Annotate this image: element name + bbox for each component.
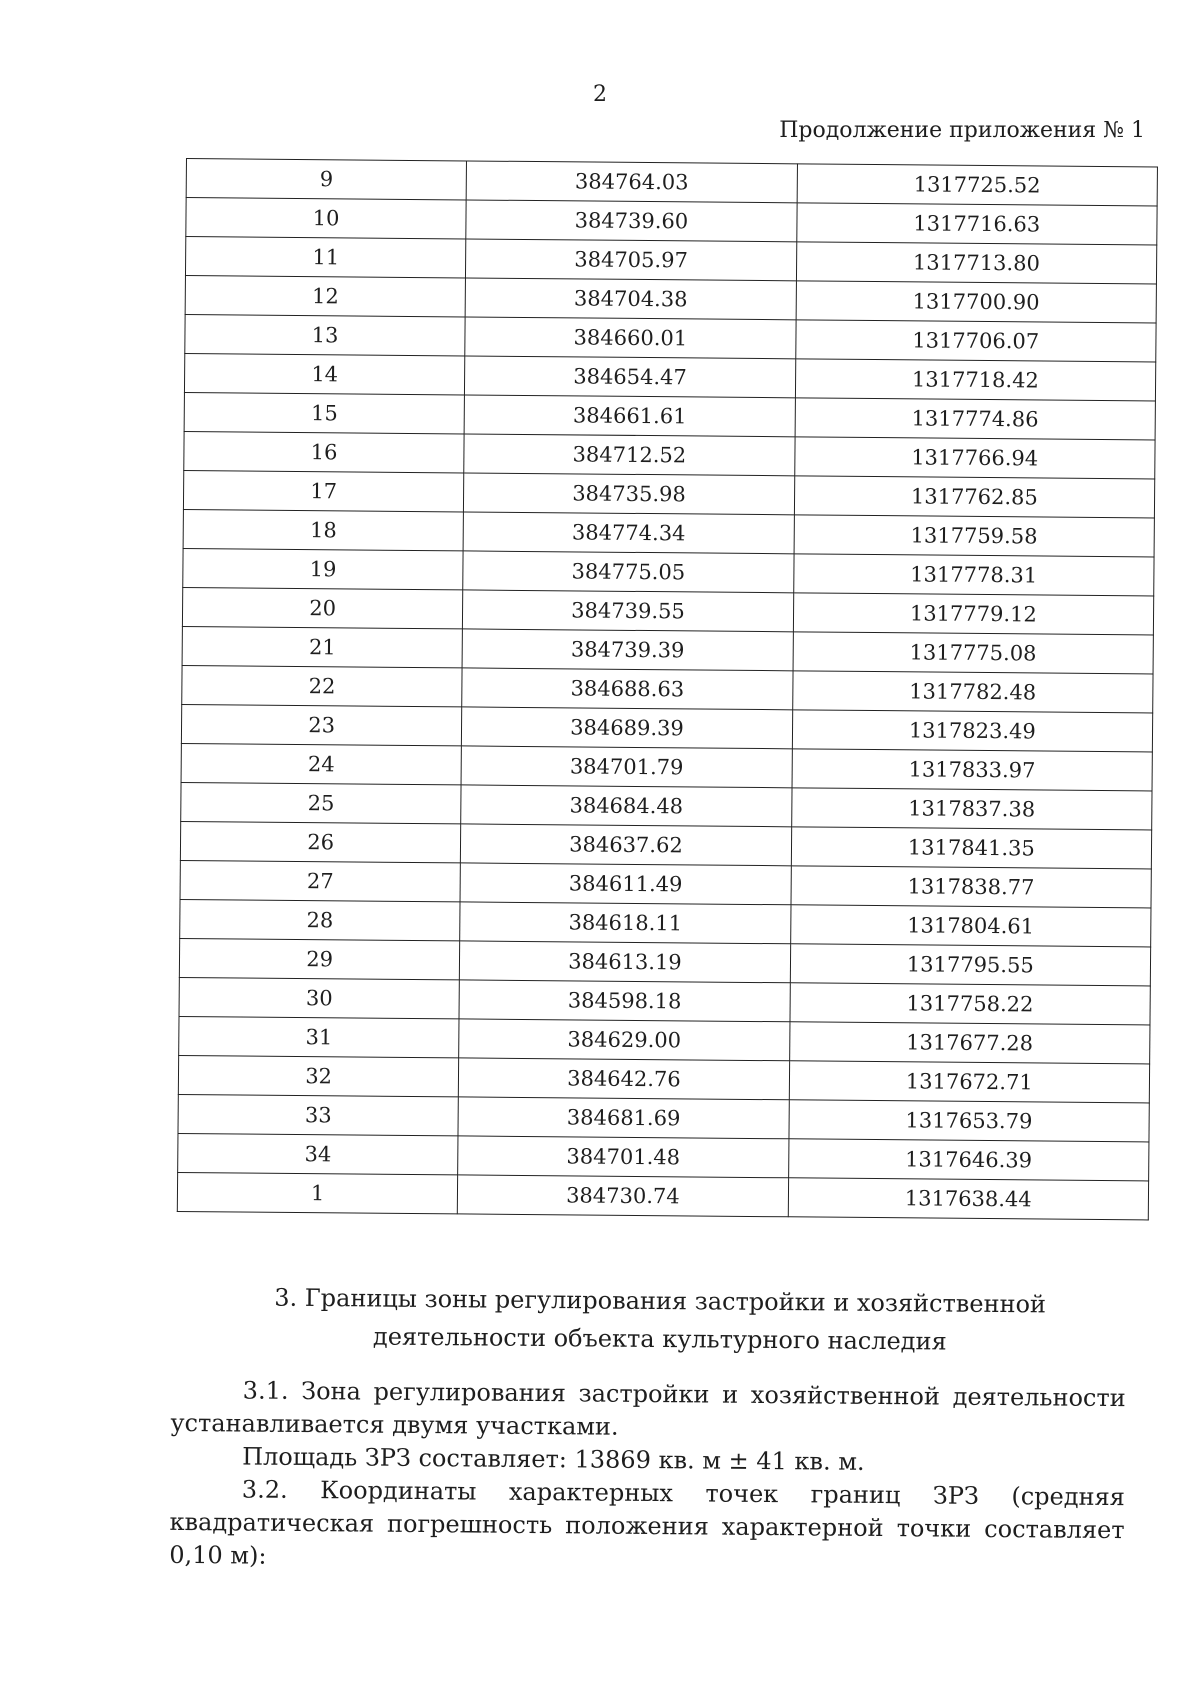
x-coordinate-cell: 384642.76 (459, 1058, 790, 1100)
y-coordinate-cell: 1317758.22 (790, 983, 1151, 1025)
x-coordinate-cell: 384739.39 (462, 629, 793, 671)
x-coordinate-cell: 384730.74 (458, 1175, 789, 1217)
y-coordinate-cell: 1317823.49 (792, 710, 1153, 752)
point-number-cell: 22 (182, 665, 463, 706)
y-coordinate-cell: 1317706.07 (795, 320, 1156, 362)
y-coordinate-cell: 1317833.97 (792, 749, 1153, 791)
x-coordinate-cell: 384775.05 (463, 551, 794, 593)
y-coordinate-cell: 1317804.61 (790, 905, 1151, 947)
x-coordinate-cell: 384613.19 (460, 941, 791, 983)
point-number-cell: 34 (178, 1133, 459, 1174)
coordinates-table-body (177, 159, 1157, 1220)
x-coordinate-cell: 384684.48 (461, 785, 792, 827)
section-heading-line-1: 3. Границы зоны регулирования застройки и хозяйственной (274, 1283, 1047, 1319)
point-number-cell: 1 (177, 1172, 458, 1213)
section-3-heading (250, 1278, 1071, 1361)
paragraph-3-1: 3.1. Зона регулирования застройки и хозяйственной деятельности устанавливается двумя участками. (170, 1376, 1126, 1441)
point-number-cell: 20 (182, 587, 463, 628)
y-coordinate-cell: 1317725.52 (797, 164, 1158, 206)
point-number-cell: 29 (179, 938, 460, 979)
x-coordinate-cell: 384637.62 (461, 824, 792, 866)
y-coordinate-cell: 1317775.08 (793, 632, 1154, 674)
point-number-cell: 28 (180, 899, 461, 940)
y-coordinate-cell: 1317782.48 (792, 671, 1153, 713)
point-number-cell: 21 (182, 626, 463, 667)
paragraph-3-2: 3.2. Координаты характерных точек границ ЗРЗ (средняя квадратическая погрешность положения характерной точки составляет 0,10 м): (169, 1475, 1125, 1570)
x-coordinate-cell: 384661.61 (464, 395, 795, 437)
page-number: 2 (593, 82, 607, 107)
y-coordinate-cell: 1317838.77 (791, 866, 1152, 908)
x-coordinate-cell: 384660.01 (465, 317, 796, 359)
point-number-cell: 17 (183, 470, 464, 511)
x-coordinate-cell: 384598.18 (459, 980, 790, 1022)
point-number-cell: 19 (183, 548, 464, 589)
x-coordinate-cell: 384611.49 (460, 863, 791, 905)
x-coordinate-cell: 384701.48 (458, 1136, 789, 1178)
point-number-cell: 12 (185, 275, 466, 316)
point-number-cell: 14 (184, 353, 465, 394)
y-coordinate-cell: 1317759.58 (794, 515, 1155, 557)
y-coordinate-cell: 1317779.12 (793, 593, 1154, 635)
point-number-cell: 31 (179, 1016, 460, 1057)
y-coordinate-cell: 1317638.44 (788, 1178, 1149, 1220)
table-row (177, 1172, 1148, 1219)
x-coordinate-cell: 384681.69 (458, 1097, 789, 1139)
y-coordinate-cell: 1317716.63 (796, 203, 1157, 245)
x-coordinate-cell: 384688.63 (462, 668, 793, 710)
point-number-cell: 18 (183, 509, 464, 550)
y-coordinate-cell: 1317718.42 (795, 359, 1156, 401)
point-number-cell: 10 (186, 198, 467, 239)
y-coordinate-cell: 1317646.39 (788, 1139, 1149, 1181)
x-coordinate-cell: 384704.38 (465, 278, 796, 320)
point-number-cell: 27 (180, 860, 461, 901)
point-number-cell: 24 (181, 743, 462, 784)
paragraph-area: Площадь ЗРЗ составляет: 13869 кв. м ± 41 кв. м. (242, 1442, 865, 1476)
point-number-cell: 23 (181, 704, 462, 745)
point-number-cell: 25 (181, 782, 462, 823)
coordinates-table-container (177, 158, 1158, 1220)
point-number-cell: 13 (185, 314, 466, 355)
x-coordinate-cell: 384739.55 (463, 590, 794, 632)
y-coordinate-cell: 1317795.55 (790, 944, 1151, 986)
point-number-cell: 26 (180, 821, 461, 862)
point-number-cell: 30 (179, 977, 460, 1018)
x-coordinate-cell: 384739.60 (466, 200, 797, 242)
x-coordinate-cell: 384618.11 (460, 902, 791, 944)
x-coordinate-cell: 384764.03 (466, 161, 797, 203)
appendix-continuation-label: Продолжение приложения № 1 (779, 118, 1145, 143)
y-coordinate-cell: 1317774.86 (795, 398, 1156, 440)
y-coordinate-cell: 1317766.94 (794, 437, 1155, 479)
y-coordinate-cell: 1317778.31 (793, 554, 1154, 596)
point-number-cell: 9 (186, 159, 467, 200)
y-coordinate-cell: 1317653.79 (789, 1100, 1150, 1142)
y-coordinate-cell: 1317713.80 (796, 242, 1157, 284)
x-coordinate-cell: 384774.34 (463, 512, 794, 554)
x-coordinate-cell: 384654.47 (465, 356, 796, 398)
y-coordinate-cell: 1317672.71 (789, 1061, 1150, 1103)
y-coordinate-cell: 1317841.35 (791, 827, 1152, 869)
section-3-body (169, 1374, 1126, 1580)
point-number-cell: 32 (178, 1055, 459, 1096)
x-coordinate-cell: 384735.98 (464, 473, 795, 515)
point-number-cell: 15 (184, 392, 465, 433)
y-coordinate-cell: 1317837.38 (791, 788, 1152, 830)
coordinates-table (177, 158, 1158, 1220)
x-coordinate-cell: 384712.52 (464, 434, 795, 476)
x-coordinate-cell: 384705.97 (466, 239, 797, 281)
point-number-cell: 33 (178, 1094, 459, 1135)
x-coordinate-cell: 384629.00 (459, 1019, 790, 1061)
x-coordinate-cell: 384689.39 (462, 707, 793, 749)
y-coordinate-cell: 1317762.85 (794, 476, 1155, 518)
point-number-cell: 11 (185, 237, 466, 278)
section-heading-line-2: деятельности объекта культурного наследия (372, 1322, 947, 1356)
point-number-cell: 16 (184, 431, 465, 472)
y-coordinate-cell: 1317700.90 (796, 281, 1157, 323)
y-coordinate-cell: 1317677.28 (789, 1022, 1150, 1064)
x-coordinate-cell: 384701.79 (461, 746, 792, 788)
